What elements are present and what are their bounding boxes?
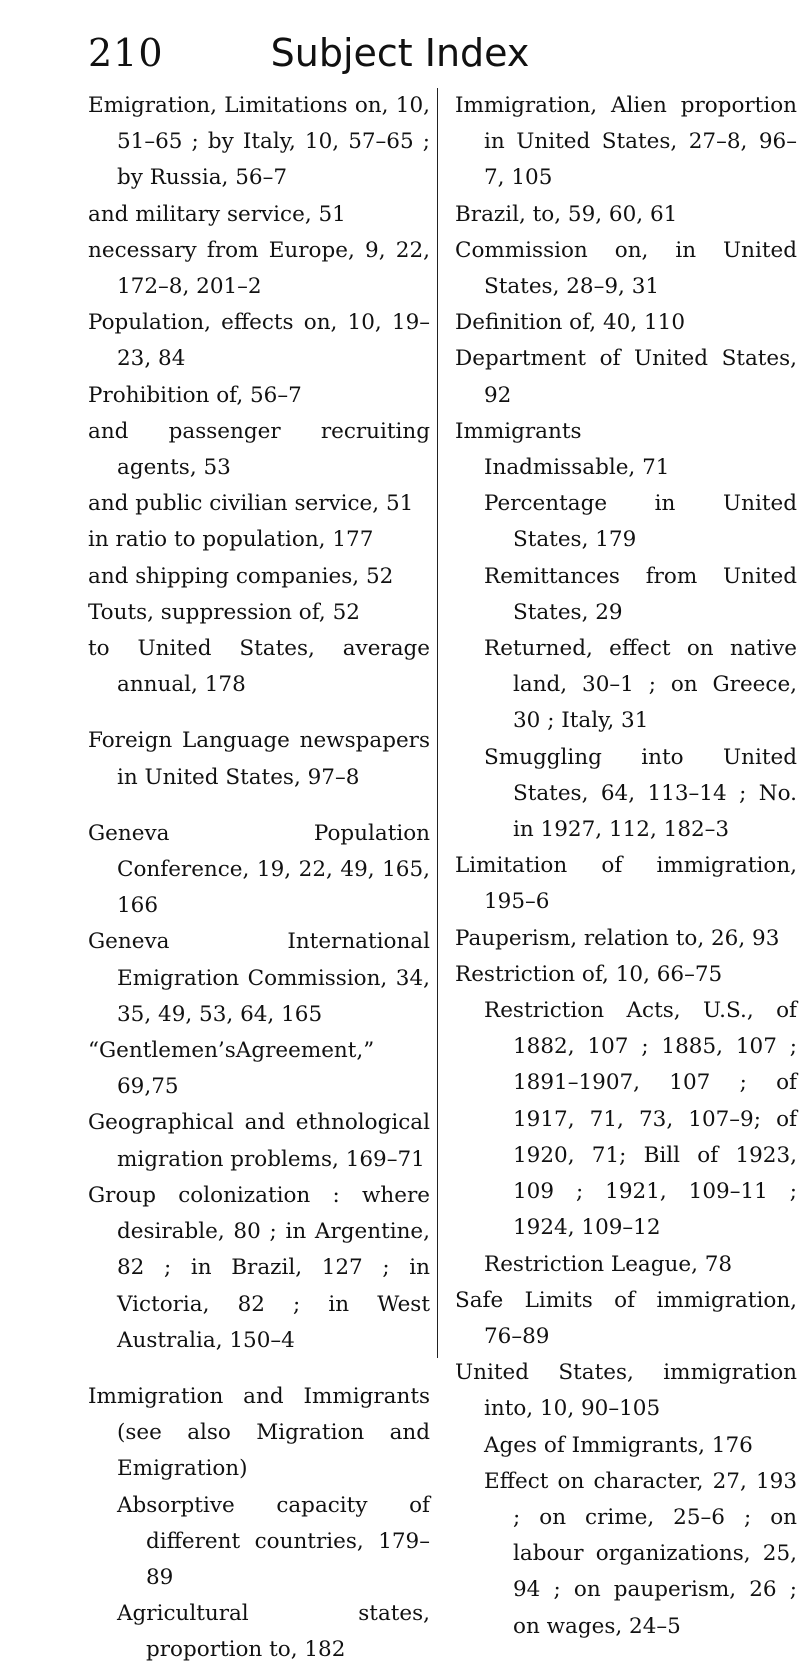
index-entry: Touts, suppression of, 52 [88, 599, 360, 625]
index-subentry: Ages of Immigrants, 176 [484, 1432, 753, 1458]
index-entry: and public civilian service, 51 [88, 491, 414, 517]
index-entry: Population, effects on, 10, 19–23, 84 [88, 310, 430, 372]
index-entry: Geneva International Emigration Commission, 34, 35, 49, 53, 64, 165 [88, 929, 430, 1027]
index-subentry: Restriction Acts, U.S., of 1882, 107 ; 1885, 107 ; 1891–1907, 107 ; of 1917, 71, 73, 107–9; of 1920, 71; Bill of 1923, 109 ; 1921, 109–11 ; 1924, 109–12 [484, 998, 797, 1241]
index-entry: “Gentlemen’sAgreement,” 69,75 [88, 1038, 375, 1100]
index-entry: United States, immigration into, 10, 90–105 [455, 1360, 797, 1422]
index-column-right [455, 88, 797, 1645]
index-entry: in ratio to population, 177 [88, 527, 374, 553]
index-entry: Group colonization : where desirable, 80 ; in Argentine, 82 ; in Brazil, 127 ; in Victoria, 82 ; in West Australia, 150–4 [88, 1182, 430, 1353]
page-header [0, 30, 800, 90]
index-entry: Pauperism, relation to, 26, 93 [455, 925, 780, 951]
index-entry: Department of United States, 92 [455, 346, 797, 408]
index-entry: Commission on, in United States, 28–9, 31 [455, 237, 797, 300]
index-subentry: Returned, effect on native land, 30–1 ; on Greece, 30 ; Italy, 31 [484, 636, 797, 734]
index-subentry: Effect on character, 27, 193 ; on crime, 25–6 ; on labour organizations, 25, 94 ; on pauperism, 26 ; on wages, 24–5 [484, 1468, 797, 1639]
index-entry: Emigration, Limitations on, 10, 51–65 ; by Italy, 10, 57–65 ; by Russia, 56–7 [88, 93, 430, 191]
index-subentry: Inadmissable, 71 [484, 455, 670, 481]
index-subentry: Smuggling into United States, 64, 113–14 ; No. in 1927, 112, 182–3 [484, 744, 797, 843]
index-entry: and shipping companies, 52 [88, 563, 394, 589]
index-entry: Foreign Language newspapers in United States, 97–8 [88, 728, 430, 790]
index-subentry: Percentage in United States, 179 [484, 491, 797, 553]
index-entry: Restriction of, 10, 66–75 [455, 961, 723, 987]
index-entry: Definition of, 40, 110 [455, 310, 686, 336]
index-entry: Immigration, Alien proportion in United States, 27–8, 96–7, 105 [455, 93, 797, 191]
index-column-left [88, 88, 430, 1669]
page-number: 210 [88, 31, 164, 75]
index-entry: necessary from Europe, 9, 22, 172–8, 201–2 [88, 237, 430, 300]
index-entry: Geographical and ethnological migration problems, 169–71 [88, 1110, 430, 1172]
index-entry: and military service, 51 [88, 201, 346, 227]
index-entry: to United States, average annual, 178 [88, 636, 430, 698]
index-entry: and passenger recruiting agents, 53 [88, 418, 430, 481]
index-subentry: Remittances from United States, 29 [484, 563, 797, 625]
index-entry: Immigration and Immigrants (see also Migration and Emigration) [88, 1383, 430, 1482]
index-entry: Immigrants [455, 418, 582, 444]
index-entry: Prohibition of, 56–7 [88, 382, 302, 408]
index-entry: Safe Limits of immigration, 76–89 [455, 1287, 797, 1349]
index-entry: Limitation of immigration, 195–6 [455, 853, 797, 915]
index-subentry: Restriction League, 78 [484, 1251, 733, 1277]
page-title: Subject Index [270, 31, 530, 75]
index-entry: Brazil, to, 59, 60, 61 [455, 201, 678, 227]
index-subentry: Absorptive capacity of different countries, 179–89 [117, 1492, 430, 1590]
column-divider [437, 88, 438, 1358]
index-subentry: Agricultural states, proportion to, 182 [117, 1601, 430, 1663]
index-entry: Geneva Population Conference, 19, 22, 49, 165, 166 [88, 820, 430, 919]
